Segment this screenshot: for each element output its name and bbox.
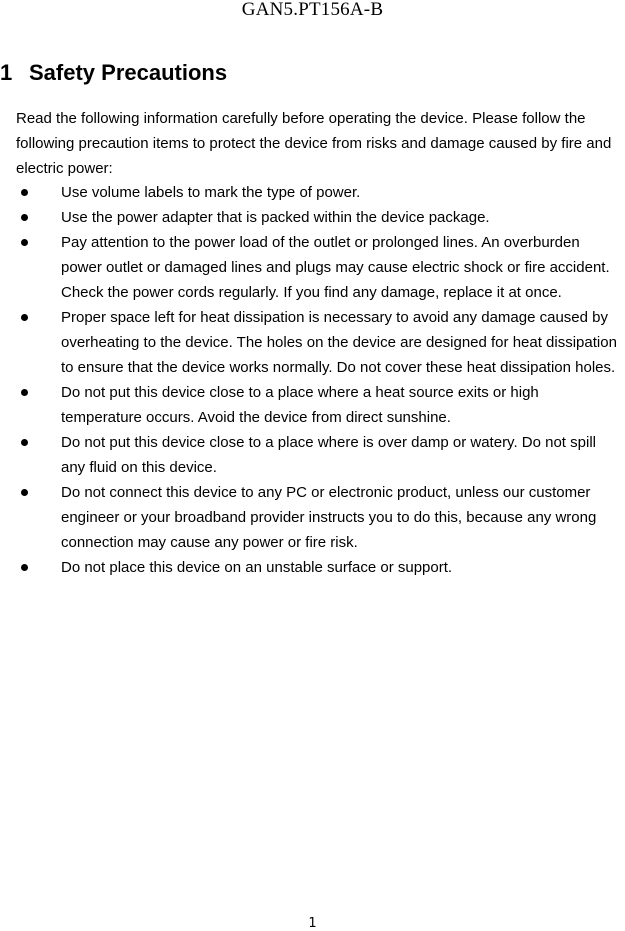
list-item [0,230,621,305]
section-number: 1 [0,60,13,85]
bullet-icon [21,239,28,246]
bullet-icon [21,564,28,571]
list-item [0,180,621,205]
list-item [0,305,621,380]
list-item [0,205,621,230]
list-item-text: Do not place this device on an unstable surface or support. [61,559,453,576]
bullet-icon [21,214,28,221]
bullet-icon [21,314,28,321]
list-item-text: Do not put this device close to a place where is over damp or watery. Do not spill any fluid on this device. [61,434,596,476]
list-item-text: Use volume labels to mark the type of power. [61,184,361,201]
bullet-icon [21,189,28,196]
list-item-text: Do not put this device close to a place where a heat source exits or high temperature occurs. Avoid the device from direct sunshine. [61,384,539,426]
list-item [0,480,621,555]
list-item-text: Pay attention to the power load of the outlet or prolonged lines. An overburden power outlet or damaged lines and plugs may cause electric shock or fire accident. Check the power cords regularly. If you find any damage, replace it at once. [61,234,610,301]
list-item [0,380,621,430]
precaution-list [0,180,625,580]
intro-paragraph: Read the following information carefully before operating the device. Please follow the following precaution items to protect the device from risks and damage caused by fire and electric power: [16,110,612,177]
bullet-icon [21,389,28,396]
bullet-icon [21,489,28,496]
list-item [0,430,621,480]
section-heading [0,59,227,87]
list-item-text: Use the power adapter that is packed within the device package. [61,209,490,226]
section-title: Safety Precautions [29,60,228,85]
document-header: GAN5.PT156A-B [241,0,384,20]
list-item-text: Do not connect this device to any PC or electronic product, unless our customer engineer or your broadband provider instructs you to do this, because any wrong connection may cause any power or fire risk. [61,484,597,551]
list-item [0,555,621,580]
list-item-text: Proper space left for heat dissipation is necessary to avoid any damage caused by overheating to the device. The holes on the device are designed for heat dissipation to ensure that the device works normally. Do not cover these heat dissipation holes. [61,309,617,376]
page-number: 1 [308,916,317,931]
bullet-icon [21,439,28,446]
